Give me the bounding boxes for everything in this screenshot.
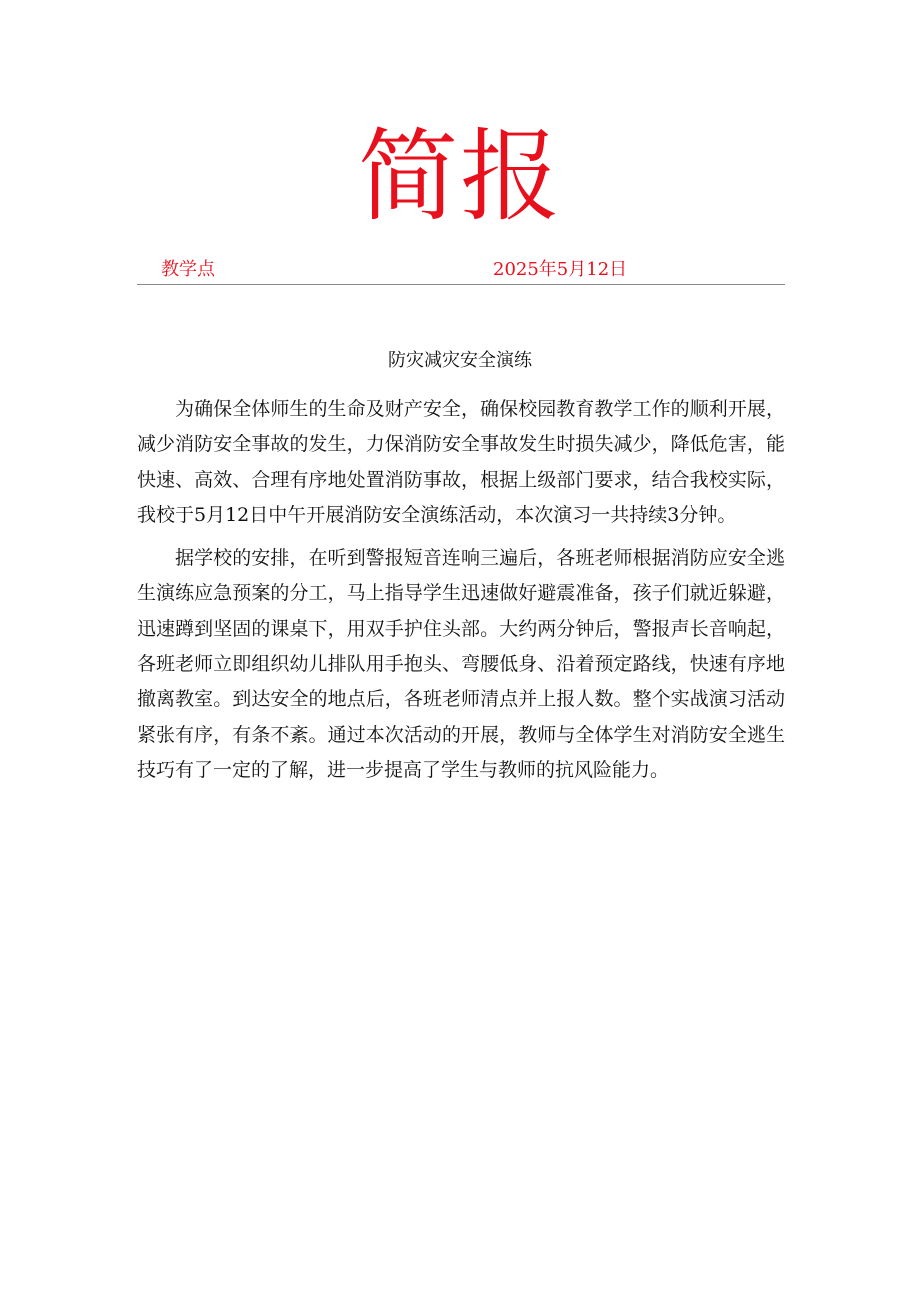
issue-date: 2025年5月12日 (493, 259, 628, 280)
page-title: 简报 (358, 118, 562, 235)
paragraph: 为确保全体师生的生命及财产安全，确保校园教育教学工作的顺利开展，减少消防安全事故的发生，力保消防安全事故发生时损失减少，降低危害，能快速、高效、合理有序地处置消防事故，根据上级部门要求，结合我校实际，我校于5月12日中午开展消防安全演练活动，本次演习一共持续3分钟。 (137, 398, 785, 526)
article-title: 防灾减灾安全演练 (388, 350, 532, 371)
header-divider (137, 284, 785, 285)
issuing-unit: 教学点 (161, 259, 215, 280)
paragraph: 据学校的安排，在听到警报短音连响三遍后，各班老师根据消防应安全逃生演练应急预案的分工，马上指导学生迅速做好避震准备，孩子们就近躲避，迅速蹲到坚固的课桌下，用双手护住头部。大约两分钟后，警报声长音响起，各班老师立即组织幼儿排队用手抱头、弯腰低身、沿着预定路线，快速有序地撤离教室。到达安全的地点后，各班老师清点并上报人数。整个实战演习活动紧张有序，有条不紊。通过本次活动的开展，教师与全体学生对消防安全逃生技巧有了一定的了解，进一步提高了学生与教师的抗风险能力。 (137, 547, 785, 781)
article-body (137, 392, 785, 788)
masthead-meta (137, 258, 785, 284)
